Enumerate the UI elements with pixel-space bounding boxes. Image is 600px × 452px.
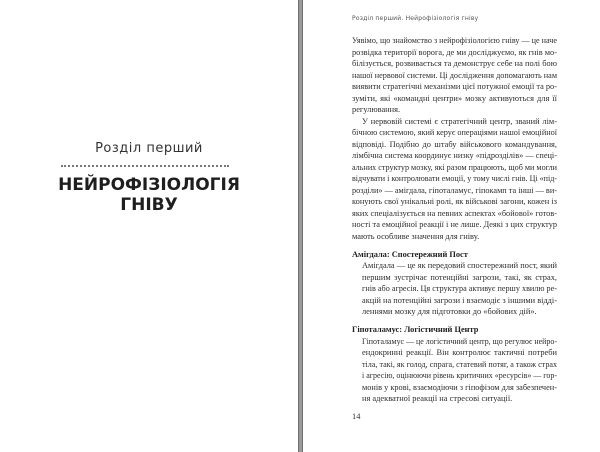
text-line-content: розвідка території ворога, де ми досліджуємо, як гнів мо-	[352, 47, 557, 57]
text-line	[352, 93, 557, 105]
running-header: Розділ перший. Нейрофізіологія гніву	[352, 15, 479, 22]
text-line	[352, 208, 557, 220]
section-paragraph	[352, 260, 557, 318]
text-line-content: У нервовій системі є стратегічний центр, званий лім-	[362, 116, 557, 126]
text-line	[352, 127, 557, 139]
text-line-content: ня адекватної реакції на стресові ситуації.	[362, 394, 513, 403]
text-line-content: регулювання.	[352, 105, 401, 114]
text-line	[362, 359, 557, 371]
text-line-content: відчувати і контролювати емоції, у тому числі гнів. Ці «під-	[352, 174, 557, 183]
text-line-content: нашої нервової системи. Ці дослідження допомагають нам	[352, 70, 557, 80]
text-line-content: розділи» — амігдала, гіпоталамус, гіпокамп та інші — ви-	[352, 185, 557, 195]
text-line-content: монів у крові, взаємодіючи з гіпофізом для забезпечен-	[362, 382, 557, 392]
text-line-content: зуміти, які «командні центри» мозку активуються для її	[352, 93, 557, 103]
text-line	[362, 370, 557, 382]
text-line	[362, 393, 557, 405]
text-line-content: Гіпоталамус — це логістичний центр, що регулює нейро-	[362, 336, 557, 346]
text-line-content: тіла, такі, як голод, спрага, статевий потяг, а також страх	[362, 359, 557, 369]
text-line	[362, 260, 557, 272]
text-line	[352, 58, 557, 70]
text-line-content: лімбічна система координує низку «підрозділів» — спеці-	[352, 151, 557, 160]
text-line-content: альних структур мозку, які разом працюють, щоб ми могли	[352, 162, 557, 172]
text-line-content: ендокринні реакції. Він контролює тактичні потреби	[362, 348, 557, 357]
body-text	[352, 35, 557, 405]
text-line-content: леннями мозку для підготовки до «бойових дій».	[362, 307, 537, 316]
text-line	[352, 231, 557, 243]
section-heading: Амігдала: Спостережний Пост	[352, 249, 468, 259]
section-heading: Гіпоталамус: Логістичний Центр	[352, 325, 479, 334]
text-line-content: відповіді. Подібно до штабу військового командування,	[352, 139, 557, 149]
text-line	[352, 196, 557, 208]
text-line-content: конують свої унікальні ролі, як військові загони, кожен із	[352, 197, 557, 206]
left-page	[0, 0, 298, 452]
text-line	[352, 162, 557, 174]
text-line-content: акцій на потенційні загрози і взаємодіє з іншими відді-	[362, 295, 557, 305]
chapter-title-line: НЕЙРОФІЗІОЛОГІЯ	[58, 175, 240, 195]
text-line-content: білізується, розвивається та демонструє себе на полі бою	[352, 59, 557, 68]
right-page	[303, 0, 600, 452]
paragraph	[352, 116, 557, 243]
text-line-content: бічною системою, який керує операціями нашої емоційної	[352, 128, 557, 137]
text-line-content: Амігдала — це як передовий спостережний пост, який	[362, 261, 557, 270]
text-line-content: Уявімо, що знайомство з нейрофізіологією гніву — це наче	[352, 36, 557, 45]
chapter-label: Розділ перший	[95, 141, 203, 156]
text-line	[352, 173, 557, 185]
text-line	[362, 272, 557, 284]
text-line	[352, 139, 557, 151]
text-line	[352, 47, 557, 59]
text-line-content: ності та емоційної реакції і не лише. Деякі з цих структур	[352, 220, 557, 229]
text-line	[352, 150, 557, 162]
text-line	[362, 283, 557, 295]
text-line-content: яких спеціалізується на певних аспектах «бойової» готов-	[352, 208, 557, 218]
text-line	[362, 336, 557, 348]
dotted-divider	[61, 165, 229, 167]
text-line	[362, 306, 557, 318]
text-line-content: виявити стратегічні механізми цієї потужної емоції та ро-	[352, 82, 557, 91]
paragraph	[352, 35, 557, 116]
text-line	[362, 295, 557, 307]
page-number: 14	[352, 412, 361, 421]
text-line-content: мають особливе значення для гніву.	[352, 231, 480, 241]
text-line-content: першим зустрічає потенційні загрози, такі, як страх,	[362, 272, 557, 282]
text-line	[352, 81, 557, 93]
text-line	[362, 382, 557, 394]
text-line	[362, 347, 557, 359]
text-line	[352, 35, 557, 47]
text-line	[352, 185, 557, 197]
text-line	[352, 70, 557, 82]
section-paragraph	[352, 336, 557, 405]
text-line	[352, 219, 557, 231]
chapter-title-line: ГНІВУ	[120, 195, 178, 215]
text-line	[352, 104, 557, 116]
text-line	[352, 116, 557, 128]
chapter-title	[0, 175, 298, 215]
text-line-content: гнів або агресія. Ця структура активує першу хвилю ре-	[362, 284, 557, 293]
text-line-content: і агресію, оцінюючи рівень критичних «ресурсів» — гор-	[362, 371, 557, 380]
